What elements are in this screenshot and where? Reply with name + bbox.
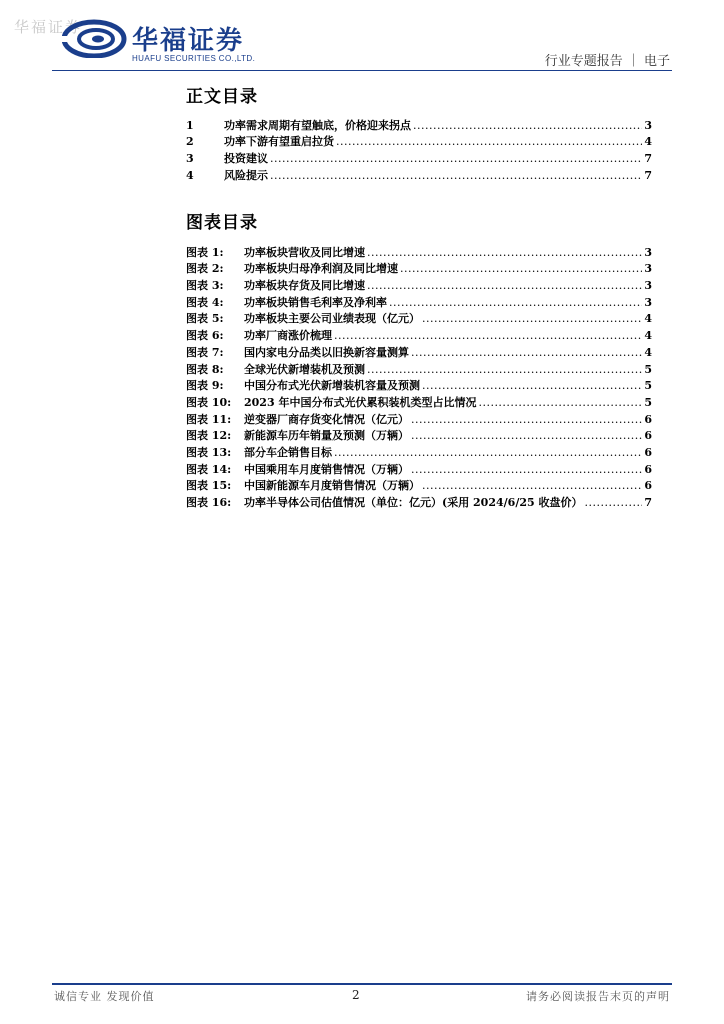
entry-title: 部分车企销售目标 <box>244 445 332 459</box>
entry-number: 图表 13: <box>186 445 232 459</box>
toc-entry[interactable] <box>186 476 652 493</box>
entry-title: 中国乘用车月度销售情况（万辆） <box>244 462 409 476</box>
toc-entry[interactable] <box>186 325 652 342</box>
entry-number: 图表 11: <box>186 412 232 426</box>
entry-number: 图表 9: <box>186 379 224 393</box>
leader-dots <box>389 296 642 309</box>
entry-page: 5 <box>644 379 652 393</box>
entry-number: 1 <box>186 118 194 132</box>
entry-number: 图表 5: <box>186 312 224 326</box>
leader-dots <box>413 119 642 132</box>
entry-title: 风险提示 <box>224 168 268 182</box>
logo-name-cn: 华福证券 <box>132 26 245 56</box>
leader-dots <box>367 363 642 376</box>
leader-dots <box>422 479 642 492</box>
entry-number: 图表 14: <box>186 462 232 476</box>
leader-dots <box>367 246 642 259</box>
entry-number: 4 <box>186 168 194 182</box>
entry-page: 5 <box>644 395 652 409</box>
header-divider <box>52 70 672 71</box>
toc-entry[interactable] <box>186 359 652 376</box>
entry-page: 6 <box>644 479 652 493</box>
entry-title: 中国新能源车月度销售情况（万辆） <box>244 479 420 493</box>
entry-number: 图表 7: <box>186 345 224 359</box>
entry-page: 5 <box>644 362 652 376</box>
toc-entry[interactable] <box>186 459 652 476</box>
figures-list <box>186 242 652 509</box>
leader-dots <box>400 262 642 275</box>
entry-page: 7 <box>644 168 652 182</box>
toc-entry[interactable] <box>186 442 652 459</box>
leader-dots <box>270 152 642 165</box>
entry-title: 逆变器厂商存货变化情况（亿元） <box>244 412 409 426</box>
entry-page: 3 <box>644 245 652 259</box>
page-number: 2 <box>352 988 360 1002</box>
leader-dots <box>334 446 642 459</box>
entry-title: 功率半导体公司估值情况（单位：亿元）(采用 2024/6/25 收盘价） <box>244 496 583 509</box>
entry-page: 7 <box>644 152 652 166</box>
leader-dots <box>367 279 642 292</box>
toc-entry[interactable] <box>186 275 652 292</box>
leader-dots <box>411 429 642 442</box>
entry-title: 功率需求周期有望触底，价格迎来拐点 <box>224 118 411 132</box>
entry-page: 4 <box>644 135 652 149</box>
entry-number: 图表 2: <box>186 262 224 276</box>
toc-entry[interactable] <box>186 259 652 276</box>
entry-page: 3 <box>644 262 652 276</box>
logo-swirl-icon <box>62 18 128 58</box>
entry-title: 功率板块营收及同比增速 <box>244 245 365 259</box>
entry-page: 7 <box>644 496 652 509</box>
entry-number: 图表 8: <box>186 362 224 376</box>
leader-dots <box>270 169 642 182</box>
company-logo <box>62 14 272 64</box>
entry-page: 6 <box>644 412 652 426</box>
entry-title: 功率板块主要公司业绩表现（亿元） <box>244 312 420 326</box>
toc-entry[interactable] <box>186 376 652 393</box>
leader-dots <box>336 135 642 148</box>
toc-entry[interactable] <box>186 426 652 443</box>
leader-dots <box>411 463 642 476</box>
entry-page: 6 <box>644 462 652 476</box>
leader-dots <box>411 346 642 359</box>
leader-dots <box>478 396 642 409</box>
toc-entry[interactable] <box>186 132 652 149</box>
entry-page: 4 <box>644 329 652 343</box>
figures-title: 图表目录 <box>186 213 258 233</box>
entry-page: 3 <box>644 295 652 309</box>
footer-slogan: 诚信专业 发现价值 <box>54 990 155 1003</box>
watermark: 华福证券 <box>14 18 83 36</box>
toc-entry[interactable] <box>186 242 652 259</box>
toc-entry[interactable] <box>186 409 652 426</box>
entry-page: 6 <box>644 445 652 459</box>
report-category: 行业专题报告 ｜ 电子 <box>544 54 670 69</box>
entry-number: 图表 6: <box>186 329 224 343</box>
toc-entry[interactable] <box>186 292 652 309</box>
leader-dots <box>334 329 642 342</box>
leader-dots <box>584 496 642 509</box>
entry-title: 国内家电分品类以旧换新容量测算 <box>244 345 409 359</box>
footer-divider <box>52 983 672 985</box>
entry-title: 功率板块存货及同比增速 <box>244 279 365 293</box>
entry-title: 新能源车历年销量及预测（万辆） <box>244 429 409 443</box>
entry-number: 图表 15: <box>186 479 232 493</box>
entry-page: 3 <box>644 118 652 132</box>
toc-entry[interactable] <box>186 309 652 326</box>
entry-page: 6 <box>644 429 652 443</box>
toc-entry[interactable] <box>186 148 652 165</box>
entry-number: 图表 3: <box>186 279 224 293</box>
entry-page: 3 <box>644 279 652 293</box>
leader-dots <box>411 413 642 426</box>
toc-entry[interactable] <box>186 165 652 182</box>
entry-number: 2 <box>186 135 194 149</box>
entry-page: 4 <box>644 345 652 359</box>
entry-title: 功率厂商涨价梳理 <box>244 329 332 343</box>
entry-number: 图表 10: <box>186 395 232 409</box>
toc-entry[interactable] <box>186 115 652 132</box>
entry-title: 功率板块归母净利润及同比增速 <box>244 262 398 276</box>
entry-title: 投资建议 <box>224 152 268 166</box>
entry-title: 中国分布式光伏新增装机容量及预测 <box>244 379 420 393</box>
entry-number: 图表 4: <box>186 295 224 309</box>
entry-title: 功率板块销售毛利率及净利率 <box>244 295 387 309</box>
entry-title: 2023 年中国分布式光伏累积装机类型占比情况 <box>244 395 477 409</box>
toc-entry[interactable] <box>186 492 652 509</box>
toc-entry[interactable] <box>186 342 652 359</box>
leader-dots <box>422 379 642 392</box>
entry-title: 功率下游有望重启拉货 <box>224 135 334 149</box>
entry-number: 3 <box>186 152 194 166</box>
entry-number: 图表 16: <box>186 496 232 509</box>
leader-dots <box>422 312 642 325</box>
logo-name-en: HUAFU SECURITIES CO.,LTD. <box>132 54 256 63</box>
footer-disclaimer: 请务必阅读报告末页的声明 <box>526 990 670 1003</box>
toc-entry[interactable] <box>186 392 652 409</box>
toc-title: 正文目录 <box>186 87 258 107</box>
entry-page: 4 <box>644 312 652 326</box>
entry-title: 全球光伏新增装机及预测 <box>244 362 365 376</box>
toc-list <box>186 115 652 182</box>
entry-number: 图表 1: <box>186 245 224 259</box>
entry-number: 图表 12: <box>186 429 232 443</box>
